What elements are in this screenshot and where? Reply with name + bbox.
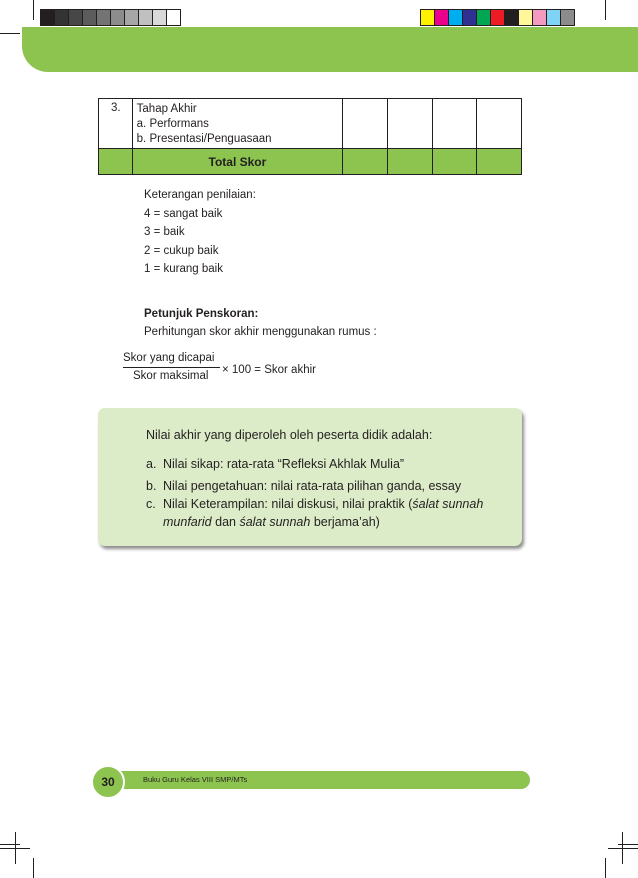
instructions-title: Petunjuk Penskoran:: [144, 308, 259, 320]
color-swatch: [40, 9, 55, 26]
instructions-text: Perhitungan skor akhir menggunakan rumus :: [144, 326, 377, 338]
total-label: Total Skor: [132, 149, 343, 175]
item-label: a.: [146, 457, 157, 471]
crop-mark: [33, 858, 34, 878]
stage-cell: [132, 99, 343, 149]
crop-mark: [605, 858, 606, 878]
scale-item: 2 = cukup baik: [144, 244, 219, 257]
color-swatch: [560, 9, 575, 26]
item-italic: śalat sunnah: [239, 515, 311, 529]
color-swatch: [82, 9, 97, 26]
color-swatch: [110, 9, 125, 26]
score-cell: [477, 99, 522, 149]
crop-mark: [605, 0, 606, 20]
color-swatch: [518, 9, 533, 26]
stage-item: b. Presentasi/Penguasaan: [136, 133, 272, 145]
formula-denominator: Skor maksimal: [133, 370, 209, 382]
grayscale-color-bar: [40, 9, 180, 26]
score-cell: [432, 149, 477, 175]
color-swatch: [434, 9, 449, 26]
process-color-bar: [420, 9, 574, 26]
table-row: [99, 99, 522, 149]
notes-title: Keterangan penilaian:: [144, 189, 256, 201]
color-swatch: [54, 9, 69, 26]
scale-item: 3 = baik: [144, 226, 185, 238]
crop-mark: [618, 844, 638, 845]
scale-item: 4 = sangat baik: [144, 207, 223, 220]
footer-book-title: Buku Guru Kelas VIII SMP/MTs: [143, 775, 248, 784]
assessment-notes: [144, 186, 256, 279]
final-score-info-box: [98, 408, 522, 546]
color-swatch: [124, 9, 139, 26]
color-swatch: [166, 9, 181, 26]
score-cell: [477, 149, 522, 175]
list-item: [146, 477, 461, 495]
crop-mark: [0, 844, 20, 845]
page-number: 30: [91, 765, 125, 799]
item-italic: munfarid: [163, 515, 212, 529]
color-swatch: [462, 9, 477, 26]
scoring-instructions: [144, 305, 377, 341]
item-text: dan: [211, 515, 240, 529]
score-table: [98, 98, 522, 175]
item-label: c.: [146, 497, 156, 511]
item-label: b.: [146, 479, 157, 493]
item-italic: śalat sunnah: [412, 497, 484, 511]
info-intro: Nilai akhir yang diperoleh oleh peserta didik adalah:: [146, 428, 433, 442]
stage-item: a. Performans: [136, 118, 209, 130]
score-cell: [387, 149, 432, 175]
color-swatch: [138, 9, 153, 26]
score-cell: [343, 99, 388, 149]
total-blank-cell: [99, 149, 133, 175]
item-text: berjama’ah): [310, 515, 380, 529]
stage-title: Tahap Akhir: [136, 103, 197, 115]
item-text: Nilai Keterampilan: nilai diskusi, nilai praktik (: [163, 497, 413, 511]
color-swatch: [532, 9, 547, 26]
color-swatch: [476, 9, 491, 26]
scale-item: 1 = kurang baik: [144, 263, 223, 275]
score-cell: [387, 99, 432, 149]
list-item: [146, 455, 404, 473]
formula-numerator: Skor yang dicapai: [123, 352, 215, 364]
item-text: Nilai sikap: rata-rata “Refleksi Akhlak Mulia”: [163, 457, 405, 471]
item-text: Nilai pengetahuan: nilai rata-rata pilihan ganda, essay: [163, 479, 462, 493]
crop-mark: [0, 33, 20, 34]
score-cell: [432, 99, 477, 149]
color-swatch: [420, 9, 435, 26]
crop-mark: [33, 0, 34, 20]
formula-rhs: × 100 = Skor akhir: [222, 364, 316, 376]
header-band: [22, 27, 638, 72]
color-swatch: [68, 9, 83, 26]
row-number: 3.: [99, 99, 133, 149]
color-swatch: [504, 9, 519, 26]
color-swatch: [546, 9, 561, 26]
score-cell: [343, 149, 388, 175]
total-row: [99, 149, 522, 175]
color-swatch: [96, 9, 111, 26]
fraction-bar: [123, 367, 220, 368]
color-swatch: [152, 9, 167, 26]
color-swatch: [448, 9, 463, 26]
color-swatch: [490, 9, 505, 26]
crop-mark: [608, 848, 638, 849]
list-item: [146, 495, 483, 531]
crop-mark: [0, 848, 30, 849]
